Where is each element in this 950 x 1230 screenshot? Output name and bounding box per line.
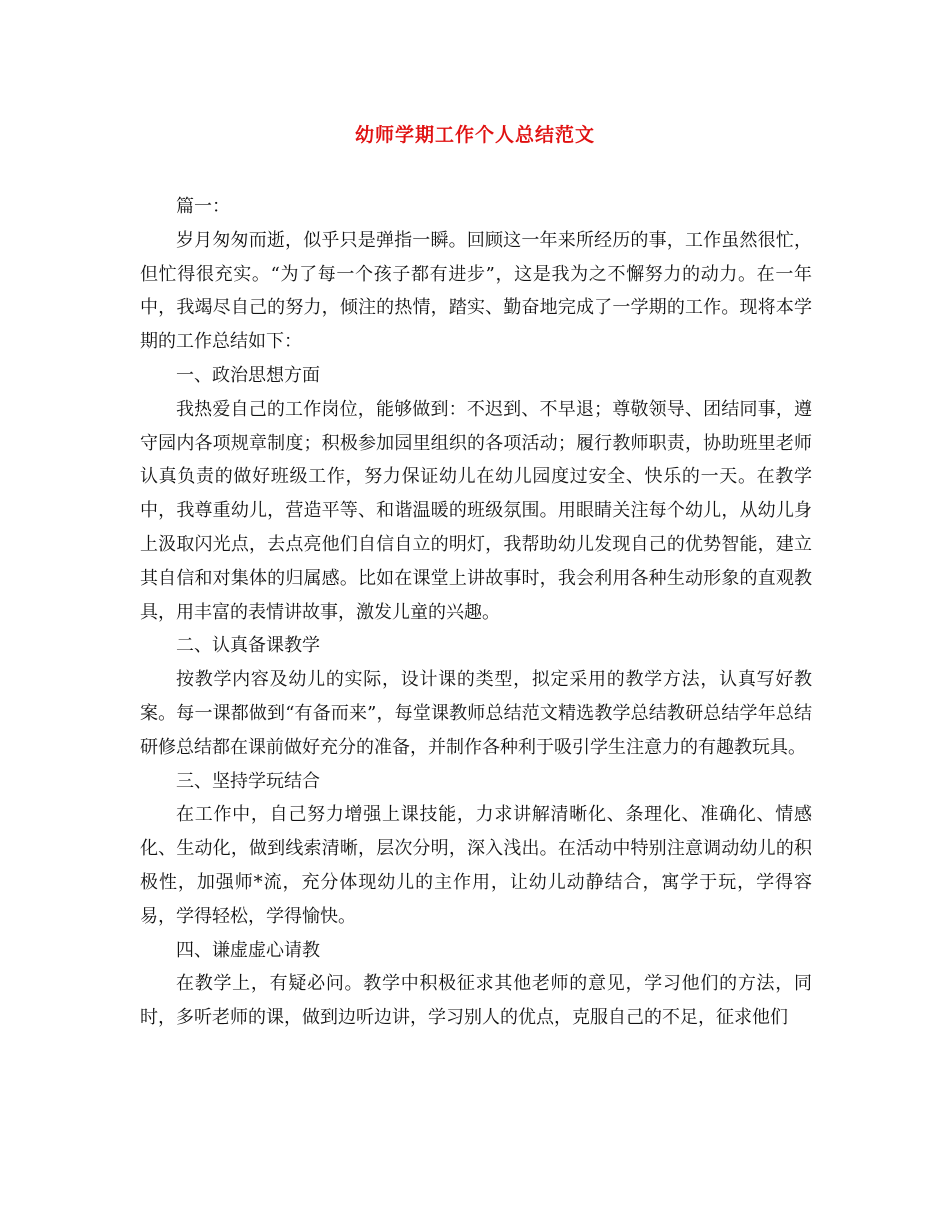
section-heading: 二、认真备课教学	[176, 635, 320, 657]
section-heading: 三、坚持学玩结合	[176, 770, 320, 792]
section-heading: 四、谦虚虚心请教	[176, 939, 320, 961]
body-paragraph: 按教学内容及幼儿的实际，设计课的类型，拟定采用的教学方法，认真写好教案。每一课都做到“有备而来”，每堂课教师总结范文精选教学总结教研总结学年总结研修总结都在课前做好充分的准备，并制作各种利于吸引学生注意力的有趣教玩具。	[140, 669, 812, 758]
document-title: 幼师学期工作个人总结范文	[354, 124, 595, 146]
section-heading: 篇一：	[176, 196, 230, 217]
document-body	[140, 190, 812, 1035]
body-paragraph: 岁月匆匆而逝，似乎只是弹指一瞬。回顾这一年来所经历的事，工作虽然很忙，但忙得很充实。“为了每一个孩子都有进步”，这是我为之不懈努力的动力。在一年中，我竭尽自己的努力，倾注的热情，踏实、勤奋地完成了一学期的工作。现将本学期的工作总结如下：	[140, 229, 812, 353]
body-paragraph: 在工作中，自己努力增强上课技能，力求讲解清晰化、条理化、准确化、情感化、生动化，做到线索清晰，层次分明，深入浅出。在活动中特别注意调动幼儿的积极性，加强师*流，充分体现幼儿的主作用，让幼儿动静结合，寓学于玩，学得容易，学得轻松，学得愉快。	[140, 804, 812, 927]
section-heading: 一、政治思想方面	[176, 364, 320, 386]
body-paragraph: 我热爱自己的工作岗位，能够做到：不迟到、不早退；尊敬领导、团结同事，遵守园内各项规章制度；积极参加园里组织的各项活动；履行教师职责，协助班里老师认真负责的做好班级工作，努力保证幼儿在幼儿园度过安全、快乐的一天。在教学中，我尊重幼儿，营造平等、和谐温暖的班级氛围。用眼睛关注每个幼儿，从幼儿身上汲取闪光点，去点亮他们自信自立的明灯，我帮助幼儿发现自己的优势智能，建立其自信和对集体的归属感。比如在课堂上讲故事时，我会利用各种生动形象的直观教具，用丰富的表情讲故事，激发儿童的兴趣。	[140, 398, 812, 623]
body-paragraph: 在教学上，有疑必问。教学中积极征求其他老师的意见，学习他们的方法，同时，多听老师的课，做到边听边讲，学习别人的优点，克服自己的不足，征求他们	[140, 973, 812, 1029]
